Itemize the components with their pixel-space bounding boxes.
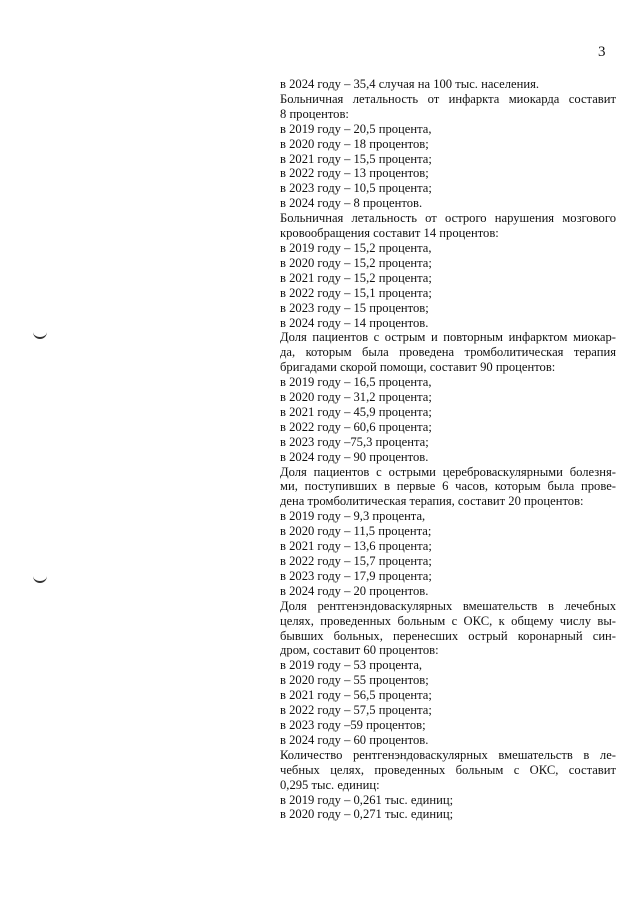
text-line: в 2019 году – 15,2 процента,: [280, 240, 432, 255]
text-line: в 2020 году – 31,2 процента;: [280, 390, 432, 405]
text-line: в 2022 году – 60,6 процента;: [280, 419, 432, 434]
text-line: в 2024 году – 14 процентов.: [280, 315, 429, 330]
text-line: ми, поступивших в первые 6 часов, которым была прове-: [280, 479, 616, 494]
text-line: в 2024 году – 20 процентов.: [280, 583, 429, 598]
text-line: в 2020 году – 15,2 процента;: [280, 255, 432, 270]
text-line: 0,295 тыс. единиц:: [280, 777, 380, 792]
text-line: в 2019 году – 9,3 процента,: [280, 509, 426, 524]
text-line: Доля пациентов с острыми цереброваскулярными болезня-: [280, 464, 616, 479]
text-line: в 2024 году – 35,4 случая на 100 тыс. населения.: [280, 77, 540, 91]
text-line: в 2021 году – 13,6 процента;: [280, 539, 432, 554]
text-line: в 2021 году – 15,5 процента;: [280, 151, 432, 166]
text-line: чебных целях, проведенных больным с ОКС, составит: [280, 762, 616, 777]
text-line: в 2023 году –75,3 процента;: [280, 434, 429, 449]
text-line: да, которым была проведена тромболитическая терапия: [280, 345, 616, 360]
text-line: в 2022 году – 13 процентов;: [280, 166, 429, 181]
text-line: в 2023 году –59 процентов;: [280, 717, 426, 732]
text-line: дром, составит 60 процентов:: [280, 643, 439, 658]
text-line: в 2019 году – 0,261 тыс. единиц;: [280, 792, 454, 807]
text-line: в 2019 году – 53 процента,: [280, 658, 423, 673]
binding-hole-mark: [33, 576, 47, 583]
text-line: в 2022 году – 15,7 процента;: [280, 554, 432, 568]
text-line: в 2023 году – 17,9 процента;: [280, 568, 432, 583]
text-line: кровообращения составит 14 процентов:: [280, 226, 499, 241]
text-line: 8 процентов:: [280, 106, 349, 121]
text-line: в 2020 году – 18 процентов;: [280, 136, 429, 151]
text-line: бывших больных, перенесших острый коронарный син-: [280, 628, 616, 643]
text-line: в 2021 году – 15,2 процента;: [280, 270, 432, 285]
text-line: Больничная летальность от инфаркта миокарда составит: [280, 91, 616, 106]
binding-hole-mark: [33, 332, 47, 339]
text-line: в 2019 году – 16,5 процента,: [280, 375, 432, 390]
page-number: 3: [598, 44, 606, 60]
text-line: в 2024 году – 90 процентов.: [280, 449, 429, 464]
text-line: в 2023 году – 15 процентов;: [280, 300, 429, 315]
text-line: Больничная летальность от острого нарушения мозгового: [280, 211, 616, 226]
document-body: [280, 77, 616, 822]
text-line: Доля пациентов с острым и повторным инфарктом миокар-: [280, 330, 616, 345]
text-line: в 2022 году – 15,1 процента;: [280, 285, 432, 300]
text-line: Количество рентгенэндоваскулярных вмешательств в ле-: [280, 747, 616, 762]
text-line: целях, проведенных больным с ОКС, к общему числу вы-: [280, 613, 616, 628]
text-line: в 2024 году – 60 процентов.: [280, 732, 429, 747]
text-line: в 2020 году – 55 процентов;: [280, 673, 429, 688]
text-line: в 2021 году – 56,5 процента;: [280, 688, 432, 703]
text-line: в 2021 году – 45,9 процента;: [280, 404, 432, 419]
text-line: в 2020 году – 0,271 тыс. единиц;: [280, 807, 454, 822]
text-line: дена тромболитическая терапия, составит 20 процентов:: [280, 494, 584, 509]
text-line: Доля рентгенэндоваскулярных вмешательств в лечебных: [280, 598, 616, 613]
text-line: бригадами скорой помощи, составит 90 процентов:: [280, 360, 556, 375]
text-line: в 2023 году – 10,5 процента;: [280, 181, 432, 196]
text-line: в 2019 году – 20,5 процента,: [280, 121, 432, 136]
text-line: в 2022 году – 57,5 процента;: [280, 703, 432, 718]
text-line: в 2024 году – 8 процентов.: [280, 196, 423, 211]
text-line: в 2020 году – 11,5 процента;: [280, 524, 432, 539]
